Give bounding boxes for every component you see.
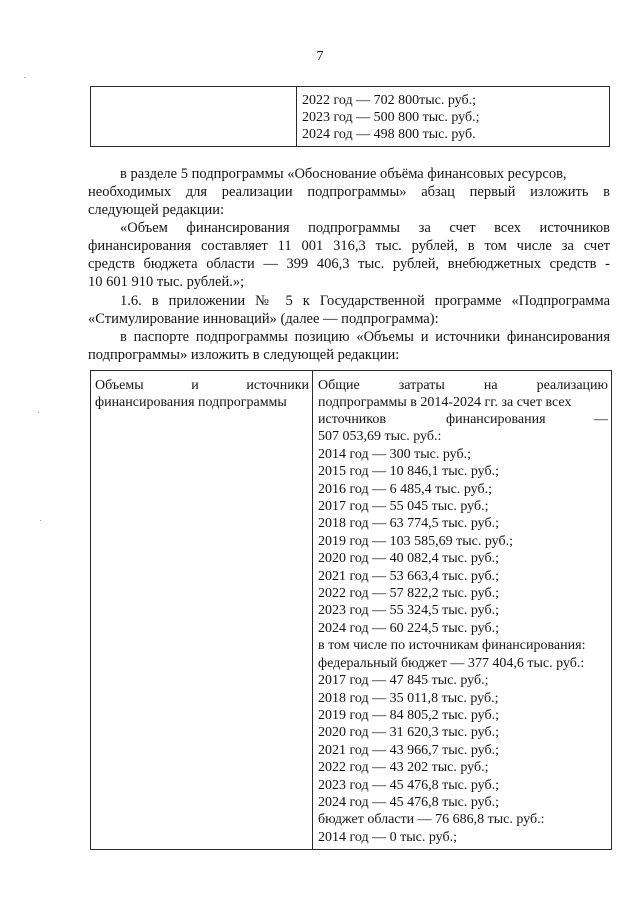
year-line: 2022 год — 57 822,2 тыс. руб.; bbox=[318, 586, 499, 602]
text-line: подпрограммы» изложить в следующей редакции: bbox=[88, 347, 400, 363]
passport-label-line1 bbox=[95, 377, 309, 394]
intro-line1 bbox=[318, 377, 608, 394]
page-number: 7 bbox=[316, 49, 324, 64]
text-line: 10 601 910 тыс. рублей.»; bbox=[88, 274, 245, 290]
text-line: «Объем финансирования подпрограммы за счет всех источников bbox=[120, 220, 610, 236]
text-line: средств бюджета области — 399 406,3 тыс. рублей, внебюджетных средств - bbox=[88, 256, 610, 272]
passport-label-line2: финансирования подпрограммы bbox=[95, 395, 287, 410]
scan-speck bbox=[40, 520, 41, 521]
federal-year-line: 2023 год — 45 476,8 тыс. руб.; bbox=[318, 777, 499, 793]
year-line: 2023 год — 55 324,5 тыс. руб.; bbox=[318, 603, 499, 619]
federal-year-line: 2018 год — 35 011,8 тыс. руб.; bbox=[318, 690, 499, 706]
intro-word: финансирования bbox=[446, 412, 546, 428]
text-line: следующей редакции: bbox=[88, 202, 225, 218]
intro-word: источников bbox=[318, 412, 387, 428]
paragraph-appendix5 bbox=[88, 292, 610, 328]
scan-speck bbox=[38, 412, 39, 413]
paragraph-passport bbox=[88, 328, 610, 364]
federal-year-line: 2022 год — 43 202 тыс. руб.; bbox=[318, 760, 489, 776]
total-line: 507 053,69 тыс. руб.: bbox=[318, 429, 442, 445]
year-line: 2020 год — 40 082,4 тыс. руб.; bbox=[318, 551, 499, 567]
paragraph-section5 bbox=[88, 165, 610, 219]
federal-total-line: федеральный бюджет — 377 404,6 тыс. руб.: bbox=[318, 655, 585, 671]
year-line: 2014 год — 300 тыс. руб.; bbox=[318, 446, 471, 462]
intro-line2: подпрограммы в 2014-2024 гг. за счет всех bbox=[318, 395, 572, 410]
intro-line3 bbox=[318, 411, 608, 428]
year-line: 2016 год — 6 485,4 тыс. руб.; bbox=[318, 481, 492, 497]
text-line: в паспорте подпрограммы позицию «Объемы и источники финансирования bbox=[120, 329, 610, 345]
passport-funding-table bbox=[90, 370, 612, 850]
intro-word: — bbox=[594, 412, 608, 428]
federal-year-line: 2019 год — 84 805,2 тыс. руб.; bbox=[318, 707, 499, 723]
text-line: 1.6. в приложении № 5 к Государственной программе «Подпрограмма bbox=[120, 293, 610, 309]
label-word: Объемы bbox=[95, 378, 144, 393]
funding-line: 2023 год — 500 800 тыс. руб.; bbox=[302, 110, 480, 125]
federal-year-line: 2021 год — 43 966,7 тыс. руб.; bbox=[318, 742, 499, 758]
passport-label-cell bbox=[91, 371, 313, 850]
year-line: 2018 год — 63 774,5 тыс. руб.; bbox=[318, 516, 499, 532]
intro-word: Общие bbox=[318, 378, 360, 393]
sources-heading: в том числе по источникам финансирования: bbox=[318, 638, 586, 654]
intro-word: на bbox=[483, 378, 498, 393]
funding-line: 2024 год — 498 800 тыс. руб. bbox=[302, 127, 476, 142]
year-line: 2015 год — 10 846,1 тыс. руб.; bbox=[318, 464, 499, 480]
passport-value-cell bbox=[313, 371, 612, 850]
intro-word: затраты bbox=[398, 378, 445, 393]
scan-speck bbox=[24, 77, 25, 78]
paragraph-funding-volume bbox=[88, 219, 610, 291]
federal-year-line: 2020 год — 31 620,3 тыс. руб.; bbox=[318, 725, 499, 741]
funding-continuation-table bbox=[90, 86, 610, 147]
label-word: и bbox=[191, 378, 199, 393]
empty-label-cell bbox=[91, 87, 297, 147]
year-line: 2024 год — 60 224,5 тыс. руб.; bbox=[318, 620, 499, 636]
text-line: финансирования составляет 11 001 316,3 тыс. рублей, в том числе за счет bbox=[88, 238, 610, 254]
funding-line: 2022 год — 702 800тыс. руб.; bbox=[302, 93, 476, 108]
intro-word: реализацию bbox=[536, 378, 608, 393]
year-line: 2019 год — 103 585,69 тыс. руб.; bbox=[318, 533, 513, 549]
text-line: необходимых для реализации подпрограммы» абзац первый изложить в bbox=[88, 184, 610, 200]
year-line: 2021 год — 53 663,4 тыс. руб.; bbox=[318, 568, 499, 584]
regional-year-line: 2014 год — 0 тыс. руб.; bbox=[318, 829, 457, 845]
regional-total-line: бюджет области — 76 686,8 тыс. руб.: bbox=[318, 812, 545, 828]
federal-year-line: 2024 год — 45 476,8 тыс. руб.; bbox=[318, 794, 499, 810]
text-line: «Стимулирование инноваций» (далее — подпрограмма): bbox=[88, 311, 439, 327]
label-word: источники bbox=[246, 378, 309, 393]
year-line: 2017 год — 55 045 тыс. руб.; bbox=[318, 499, 489, 515]
text-line: в разделе 5 подпрограммы «Обоснование объёма финансовых ресурсов, bbox=[120, 166, 567, 182]
federal-year-line: 2017 год — 47 845 тыс. руб.; bbox=[318, 673, 489, 689]
funding-years-cell bbox=[297, 87, 610, 147]
